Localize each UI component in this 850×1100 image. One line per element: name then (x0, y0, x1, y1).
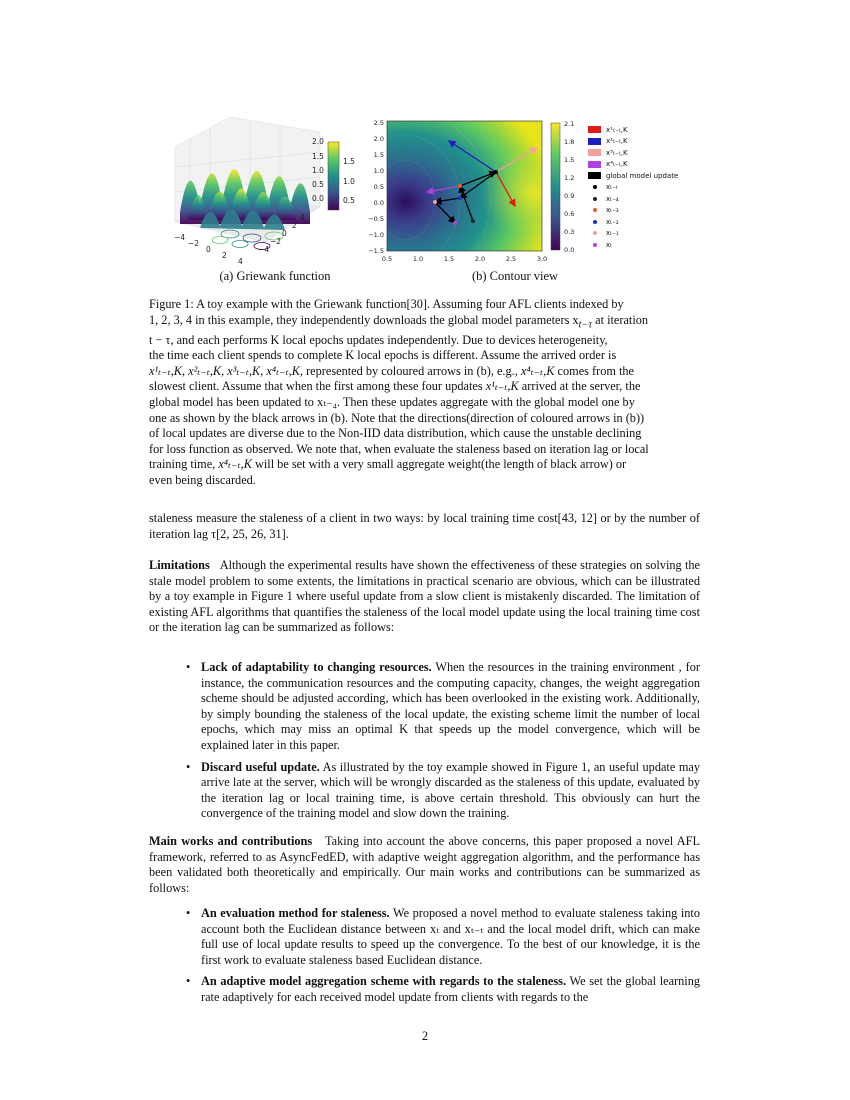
z-tick: 0.0 (312, 194, 324, 203)
list-item: • An adaptive model aggregation scheme with regards to the staleness. We set the global learning rate adaptively for each received model update from clients with regards to the (186, 974, 700, 1005)
limitations-list (186, 660, 700, 828)
paragraph-limitations (149, 558, 700, 636)
x-tick: 4 (238, 257, 243, 266)
x-tick: 0.5 (381, 255, 393, 263)
legend-arrow-swatch (588, 149, 601, 156)
x-tick: 1.0 (412, 255, 424, 263)
colorbar-a-tick: 1.0 (343, 177, 355, 186)
x-tick: 2.5 (505, 255, 517, 263)
list-item: • Discard useful update. As illustrated by the toy example showed in Figure 1, an useful update may arrive late at the server, which will be wrongly discarded as the staleness of this update, evaluated by the iteration lag or local training time, is above certain threshold. This obviously can hurt the convergence of the training model and slow down the training. (186, 760, 700, 822)
legend-dot-swatch (593, 220, 597, 224)
y-tick: 2.5 (373, 119, 384, 127)
y-tick: −1.5 (368, 247, 384, 255)
legend-label: xₜ (606, 240, 613, 249)
caption-line: training time, x⁴ₜ₋ₜ,K will be set with a very small aggregate weight(the length of black arrow) or (149, 457, 627, 472)
legend-label: x²ₜ₋ₜ,K (606, 137, 628, 146)
caption-line: x¹ₜ₋ₜ,K, x²ₜ₋ₜ,K, x³ₜ₋ₜ,K, x⁴ₜ₋ₜ,K, represented by coloured arrows in (b), e.g., x⁴ₜ₋ₜ,K comes from the (149, 363, 635, 378)
contributions-list (186, 906, 700, 1012)
y-tick: 1.5 (373, 151, 384, 159)
caption-line: the time each client spends to complete K local epochs is different. Assume the arrived order is (149, 348, 617, 363)
legend-label: xₜ₋₃ (606, 206, 619, 215)
list-item: • An evaluation method for staleness. We proposed a novel method to evaluate staleness taking into account both the Euclidean distance between xₜ and xₜ₋ₜ and the local model drift, which can make full use of local update results to speed up the convergence. To the best of our knowledge, it is the first work to evaluate staleness based Euclidean distance. (186, 906, 700, 968)
legend-dot-swatch (593, 185, 597, 189)
legend-entry (588, 136, 708, 148)
colorbar-b-tick: 0.3 (564, 228, 575, 236)
legend-arrow-swatch (588, 126, 601, 133)
caption-line: t − τ, and each performs K local epochs updates independently. Due to devices heterogeneity, (149, 332, 608, 347)
caption-line: global model has been updated to xₜ₋₄. Then these updates aggregate with the global model one by (149, 395, 635, 410)
y-tick: −1.0 (368, 231, 384, 239)
colorbar-b-tick: 1.8 (564, 138, 575, 146)
legend-entry (588, 147, 708, 159)
z-tick: 1.0 (312, 166, 324, 175)
caption-line: 1, 2, 3, 4 in this example, they independently downloads the global model parameters $x_{t-\tau}$ at iteration (149, 312, 649, 331)
colorbar-b-tick: 1.2 (564, 174, 575, 182)
caption-line: Figure 1: A toy example with the Griewank function[30]. Assuming four AFL clients indexed by (149, 297, 624, 311)
limitations-heading: Limitations (149, 558, 210, 572)
y-tick: −0.5 (368, 215, 384, 223)
colorbar-b-tick: 0.0 (564, 246, 575, 254)
x-tick: 1.5 (443, 255, 455, 263)
legend-label: global model update (606, 171, 679, 180)
legend-dot-swatch (593, 197, 597, 201)
caption-line: one as shown by the black arrows in (b). Note that the directions(direction of coloured arrows in (b)) (149, 410, 645, 425)
y-tick: 0.5 (373, 183, 384, 191)
figure-caption (149, 297, 700, 489)
y-tick: −4 (258, 245, 270, 254)
y-tick: 2.0 (373, 135, 384, 143)
list-item: • Lack of adaptability to changing resources. When the resources in the training environment , for instance, the communication resources and the computing capacity, changes, the weight aggregation scheme should be adjusted according, which has been overlooked in the existing work. Additionally, by simply bounding the staleness of the local update, the existing scheme limit the number of local epochs, which may miss an optimal K that speeds up the model convergence, which will be explained later in this paper. (186, 660, 700, 754)
legend-dot-swatch (593, 231, 597, 235)
x-tick: −2 (188, 239, 200, 248)
legend-entry (588, 205, 708, 217)
legend-entry (588, 124, 708, 136)
figure-legend (588, 124, 708, 251)
legend-dot-swatch (593, 243, 597, 247)
legend-arrow-swatch (588, 161, 601, 168)
legend-dot-swatch (593, 208, 597, 212)
colorbar-b-tick: 0.9 (564, 192, 575, 200)
legend-label: x⁴ₜ₋ₜ,K (606, 160, 628, 169)
legend-entry (588, 193, 708, 205)
caption-line: even being discarded. (149, 472, 256, 487)
colorbar-b-tick: 0.6 (564, 210, 575, 218)
legend-entry (588, 216, 708, 228)
legend-arrow-swatch (588, 138, 601, 145)
y-tick: 0.0 (373, 199, 384, 207)
caption-line: slowest client. Assume that when the first among these four updates x¹ₜ₋ₜ,K arrived at the server, the (149, 379, 641, 394)
x-tick: 2 (222, 251, 227, 260)
colorbar-b-tick: 2.1 (564, 120, 575, 128)
colorbar-a-tick: 1.5 (343, 157, 355, 166)
main-works-heading: Main works and contributions (149, 834, 313, 848)
legend-label: xₜ₋₂ (606, 217, 619, 226)
legend-label: x³ₜ₋ₜ,K (606, 148, 628, 157)
y-tick: 4 (300, 213, 305, 222)
y-tick: 0 (282, 229, 287, 238)
y-tick: 2 (292, 221, 297, 230)
caption-line: of local updates are diverse due to the Non-IID data distribution, which cause the unstable declining (149, 426, 642, 441)
y-tick: 1.0 (373, 167, 384, 175)
legend-entry (588, 182, 708, 194)
subfig-b-caption: (b) Contour view (471, 269, 559, 283)
paragraph-staleness: staleness measure the staleness of a client in two ways: by local training time cost[43, 12] or by the number of iteration lag τ[2, 25, 26, 31]. (149, 511, 700, 541)
x-tick: 3.0 (536, 255, 548, 263)
limitations-text: Although the experimental results have shown the effectiveness of these strategies on solving the stale model problem to some extents, the limitations in practical scenario are obvious, which can be illustrated by a toy example in Figure 1 where useful update from a slow client is mistakenly discarded. The limitation of existing AFL algorithms that quantifies the staleness of the local model update using the local training time cost or the iteration lag can be summarized as follows: (149, 558, 700, 635)
legend-entry (588, 159, 708, 171)
legend-label: xₜ₋ₜ (606, 183, 618, 192)
colorbar-a-tick: 0.5 (343, 196, 355, 205)
legend-label: xₜ₋₁ (606, 229, 619, 238)
legend-entry (588, 228, 708, 240)
caption-line: for loss function as observed. We note that, when evaluate the staleness based on iteration lag or local (149, 441, 649, 456)
legend-entry (588, 170, 708, 182)
paragraph-main-works (149, 834, 700, 896)
page-number: 2 (421, 1029, 429, 1043)
z-tick: 1.5 (312, 152, 324, 161)
x-tick: −4 (174, 233, 186, 242)
legend-label: x¹ₜ₋ₜ,K (606, 125, 628, 134)
y-tick: −2 (270, 237, 282, 246)
z-tick: 0.5 (312, 180, 324, 189)
figure-1 (160, 112, 700, 287)
main-works-text: Taking into account the above concerns, this paper proposed a novel AFL framework, referred to as AsyncFedED, with adaptive weight aggregation algorithm, and the performance has been validated both theoretically and empirically. Our main works and contributions can be summarized as follows: (149, 834, 700, 895)
griewank-surface-plot (160, 112, 375, 272)
legend-entry (588, 239, 708, 251)
legend-label: xₜ₋₄ (606, 194, 619, 203)
z-tick: 2.0 (312, 137, 324, 146)
x-tick: 2.0 (474, 255, 486, 263)
x-tick: 0 (206, 245, 211, 254)
subfig-a-caption: (a) Griewank function (219, 269, 331, 283)
legend-arrow-swatch (588, 172, 601, 179)
colorbar-b-tick: 1.5 (564, 156, 575, 164)
